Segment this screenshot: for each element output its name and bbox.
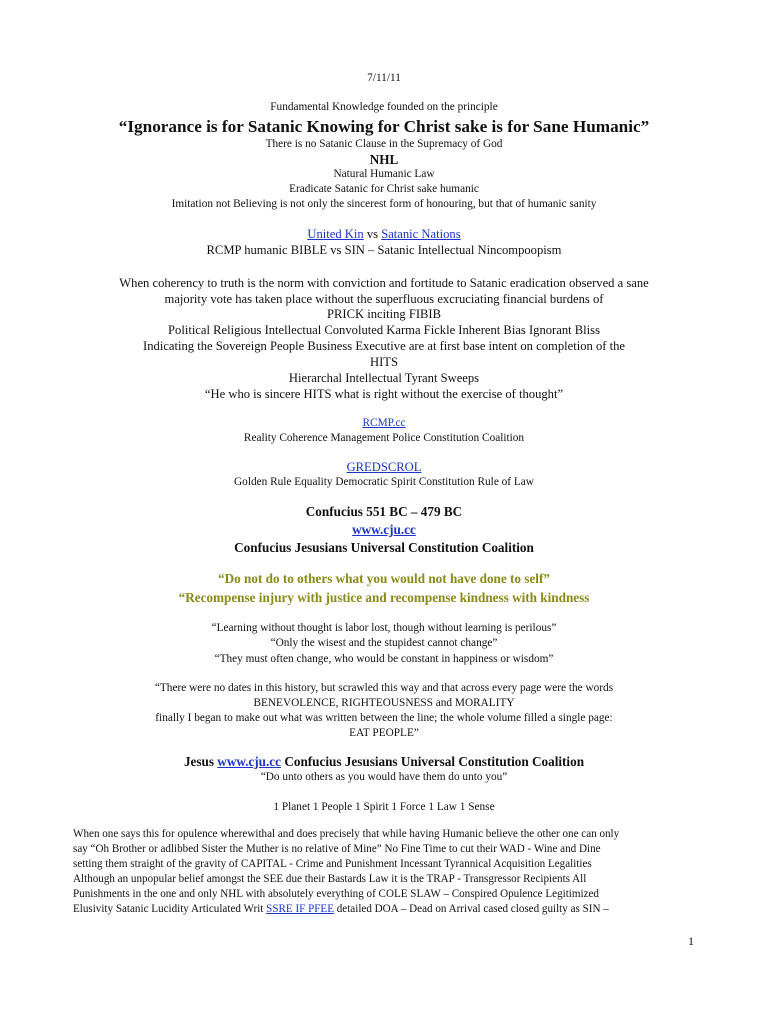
dates-quote-line: EAT PEOPLE”	[349, 727, 419, 739]
jesus-heading	[0, 753, 768, 771]
page-number: 1	[688, 934, 694, 948]
planet-line: 1 Planet 1 People 1 Spirit 1 Force 1 Law 1 Sense	[273, 801, 495, 813]
date: 7/11/11	[367, 72, 401, 84]
nhl-heading: NHL	[369, 152, 399, 167]
cju-link-line	[0, 521, 768, 539]
no-satanic-line: There is no Satanic Clause in the Supremacy of God	[265, 138, 503, 150]
cju-link[interactable]: www.cju.cc	[352, 522, 416, 537]
gredscrol-full: Golden Rule Equality Democratic Spirit Constitution Rule of Law	[234, 476, 534, 488]
gredscrol-link[interactable]: GREDSCROL	[346, 460, 422, 474]
confucius-heading: Confucius 551 BC – 479 BC	[305, 504, 463, 519]
paragraph-line: “He who is sincere HITS what is right without the exercise of thought”	[204, 387, 564, 401]
do-unto-line: “Do unto others as you would have them do unto you”	[260, 771, 508, 783]
last-line-suffix: detailed DOA – Dead on Arrival cased closed guilty as SIN –	[333, 903, 609, 915]
body-line: Punishments in the one and only NHL with absolutely everything of COLE SLAW – Conspired Opulence Legitimized	[73, 888, 599, 900]
paragraph-line: majority vote has taken place without the superfluous excruciating financial burdens of	[164, 292, 604, 306]
nhl-full: Natural Humanic Law	[333, 168, 435, 180]
body-line: say “Oh Brother or adlibbed Sister the Muther is no relative of Mine” No Fine Time to cut their WAD - Wine and Dine	[73, 843, 601, 855]
ssre-link[interactable]: SSRE IF PFEE	[266, 903, 334, 915]
united-kin-line	[0, 226, 768, 242]
intro-line: Fundamental Knowledge founded on the principle	[270, 101, 498, 113]
imitation-line: Imitation not Believing is not only the sincerest form of honouring, but that of humanic sanity	[171, 198, 597, 210]
satanic-nations-link[interactable]: Satanic Nations	[381, 227, 461, 241]
vs-text: vs	[363, 227, 382, 241]
rcmp-bible-line: RCMP humanic BIBLE vs SIN – Satanic Intellectual Nincompoopism	[206, 243, 562, 257]
rcmp-link-line	[0, 416, 768, 431]
dates-quote-line: BENEVOLENCE, RIGHTEOUSNESS and MORALITY	[253, 697, 515, 709]
paragraph-line: Political Religious Intellectual Convoluted Karma Fickle Inherent Bias Ignorant Bliss	[168, 323, 600, 337]
paragraph-line: When coherency to truth is the norm with conviction and fortitude to Satanic eradication observed a sane	[119, 276, 649, 290]
body-line-last	[73, 902, 695, 917]
quote-line: “Learning without thought is labor lost, though without learning is perilous”	[211, 622, 557, 634]
jesus-suffix: Confucius Jesusians Universal Constitution Coalition	[281, 754, 585, 769]
rcmp-full: Reality Coherence Management Police Constitution Coalition	[243, 432, 525, 444]
body-line: Although an unpopular belief amongst the SEE due their Bastards Law it is the TRAP - Transgressor Recipients All	[73, 873, 587, 885]
quote-line: “They must often change, who would be constant in happiness or wisdom”	[214, 653, 554, 665]
paragraph-line: PRICK inciting FIBIB	[326, 307, 442, 321]
jesus-cju-link[interactable]: www.cju.cc	[217, 754, 282, 769]
paragraph-line: Hierarchal Intellectual Tyrant Sweeps	[288, 371, 480, 385]
dates-quote-line: “There were no dates in this history, but scrawled this way and that across every page were the words	[154, 682, 614, 694]
rcmp-link[interactable]: RCMP.cc	[362, 417, 406, 429]
golden-quote: “Recompense injury with justice and recompense kindness with kindness	[178, 590, 590, 605]
jesus-prefix: Jesus	[183, 754, 218, 769]
golden-quote: “Do not do to others what you would not have done to self”	[218, 571, 550, 586]
dates-quote-line: finally I began to make out what was written between the line; the whole volume filled a single page:	[155, 712, 613, 724]
united-kin-link[interactable]: United Kin	[307, 227, 364, 241]
paragraph-line: HITS	[370, 355, 398, 369]
eradicate-line: Eradicate Satanic for Christ sake humanic	[289, 183, 479, 195]
cju-full: Confucius Jesusians Universal Constitution Coalition	[234, 540, 534, 555]
gredscrol-link-line	[0, 459, 768, 475]
paragraph-line: Indicating the Sovereign People Business Executive are at first base intent on completion of the	[143, 339, 625, 353]
body-line: setting them straight of the gravity of CAPITAL - Crime and Punishment Incessant Tyrannical Acquisition Legalities	[73, 858, 592, 870]
body-line: When one says this for opulence wherewithal and does precisely that while having Humanic believe the other one can only	[73, 828, 620, 840]
quote-line: “Only the wisest and the stupidest cannot change”	[270, 637, 498, 649]
page-title: “Ignorance is for Satanic Knowing for Christ sake is for Sane Humanic”	[118, 117, 650, 136]
last-line-prefix: Elusivity Satanic Lucidity Articulated Writ	[73, 903, 267, 915]
